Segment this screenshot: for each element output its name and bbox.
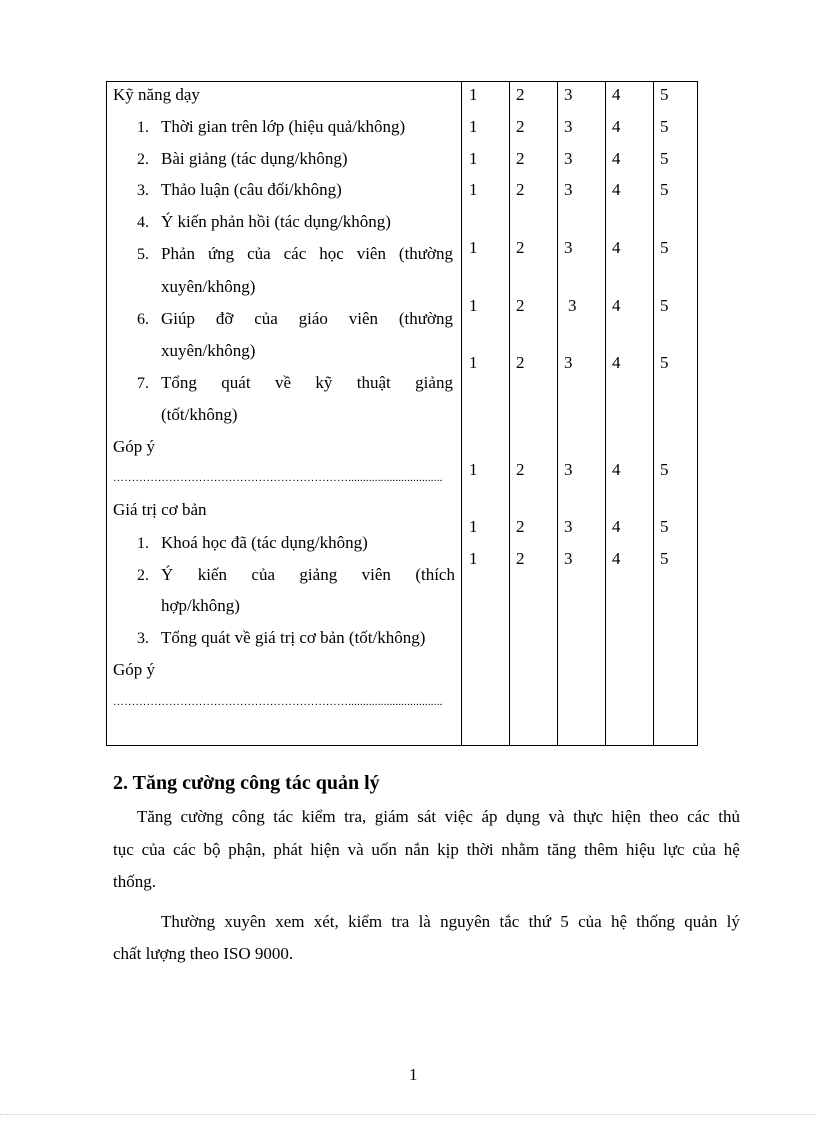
rating-3: 3 xyxy=(564,460,573,479)
item-text: Khoá học đã (tác dụng/không) xyxy=(161,533,368,552)
rating-1: 1 xyxy=(469,180,478,199)
page-number: 1 xyxy=(409,1065,418,1084)
item-text-line1: Tổng quát về kỹ thuật giảng xyxy=(161,373,453,392)
rating-5: 5 xyxy=(660,238,669,257)
item-text: Tổng quát về giá trị cơ bản (tốt/không) xyxy=(161,628,426,647)
rating-4: 4 xyxy=(612,85,621,104)
item-number: 4. xyxy=(137,214,149,231)
item-number: 3. xyxy=(137,630,149,647)
paragraph-1-line-1: Tăng cường công tác kiểm tra, giám sát việc áp dụng và thực hiện theo các thủ xyxy=(137,807,740,826)
rating-2: 2 xyxy=(516,149,525,168)
item-number: 2. xyxy=(137,151,149,168)
section-heading: 2. Tăng cường công tác quản lý xyxy=(113,772,380,794)
rating-5: 5 xyxy=(660,180,669,199)
item-text-line2: xuyên/không) xyxy=(161,341,256,360)
rating-1: 1 xyxy=(469,117,478,136)
rating-5: 5 xyxy=(660,353,669,372)
rating-2: 2 xyxy=(516,353,525,372)
rating-1: 1 xyxy=(469,549,478,568)
rating-1: 1 xyxy=(469,149,478,168)
item-number: 3. xyxy=(137,182,149,199)
rating-3: 3 xyxy=(564,149,573,168)
item-text: Bài giảng (tác dụng/không) xyxy=(161,149,348,168)
rating-1: 1 xyxy=(469,517,478,536)
rating-3: 3 xyxy=(564,85,573,104)
rating-3: 3 xyxy=(564,517,573,536)
rating-1: 1 xyxy=(469,85,478,104)
item-text-line1: Giúp đỡ của giáo viên (thường xyxy=(161,309,453,328)
rating-3: 3 xyxy=(568,296,577,315)
item-number: 1. xyxy=(137,535,149,552)
comment-dotted-line: ………………………………………………………................................ xyxy=(113,697,443,708)
item-text-line1: Ý kiến của giảng viên (thích xyxy=(161,565,455,584)
comment-label: Góp ý xyxy=(113,437,156,456)
item-number: 1. xyxy=(137,119,149,136)
paragraph-1-line-2: tục của các bộ phận, phát hiện và uốn nắn kịp thời nhằm tăng thêm hiệu lực của hệ xyxy=(113,840,740,859)
rating-4: 4 xyxy=(612,517,621,536)
item-text: Thảo luận (câu đối/không) xyxy=(161,180,342,199)
rating-5: 5 xyxy=(660,296,669,315)
rating-4: 4 xyxy=(612,238,621,257)
rating-2: 2 xyxy=(516,517,525,536)
rating-2: 2 xyxy=(516,549,525,568)
rating-4: 4 xyxy=(612,149,621,168)
comment-dotted-line: ………………………………………………………................................ xyxy=(113,473,443,484)
rating-4: 4 xyxy=(612,296,621,315)
rating-3: 3 xyxy=(564,353,573,372)
item-text-line2: xuyên/không) xyxy=(161,277,256,296)
rating-5: 5 xyxy=(660,549,669,568)
section-title-teaching-skills: Kỹ năng dạy xyxy=(113,85,200,104)
rating-4: 4 xyxy=(612,549,621,568)
rating-1: 1 xyxy=(469,238,478,257)
rating-5: 5 xyxy=(660,85,669,104)
rating-2: 2 xyxy=(516,296,525,315)
rating-2: 2 xyxy=(516,180,525,199)
rating-2: 2 xyxy=(516,238,525,257)
item-text: Thời gian trên lớp (hiệu quả/không) xyxy=(161,117,406,136)
comment-label: Góp ý xyxy=(113,660,156,679)
rating-5: 5 xyxy=(660,149,669,168)
item-text-line1: Phản ứng của các học viên (thường xyxy=(161,244,453,263)
item-text: Ý kiến phản hồi (tác dụng/không) xyxy=(161,212,391,231)
item-text-line2: hợp/không) xyxy=(161,596,240,615)
paragraph-2-line-1: Thường xuyên xem xét, kiểm tra là nguyên tắc thứ 5 của hệ thống quản lý xyxy=(161,912,740,931)
rating-2: 2 xyxy=(516,460,525,479)
rating-1: 1 xyxy=(469,353,478,372)
paragraph-2-line-2: chất lượng theo ISO 9000. xyxy=(113,944,294,963)
rating-5: 5 xyxy=(660,517,669,536)
rating-4: 4 xyxy=(612,353,621,372)
rating-1: 1 xyxy=(469,460,478,479)
rating-3: 3 xyxy=(564,180,573,199)
rating-3: 3 xyxy=(564,238,573,257)
rating-4: 4 xyxy=(612,460,621,479)
item-text-line2: (tốt/không) xyxy=(161,405,238,424)
rating-3: 3 xyxy=(564,549,573,568)
paragraph-1-line-3: thống. xyxy=(113,872,156,891)
item-number: 6. xyxy=(137,311,149,328)
rating-5: 5 xyxy=(660,117,669,136)
item-number: 2. xyxy=(137,567,149,584)
rating-3: 3 xyxy=(564,117,573,136)
rating-4: 4 xyxy=(612,180,621,199)
rating-2: 2 xyxy=(516,117,525,136)
rating-5: 5 xyxy=(660,460,669,479)
rating-2: 2 xyxy=(516,85,525,104)
item-number: 5. xyxy=(137,246,149,263)
item-number: 7. xyxy=(137,375,149,392)
rating-1: 1 xyxy=(469,296,478,315)
footer-dotted-rule xyxy=(0,1114,816,1115)
section-title-basic-value: Giá trị cơ bản xyxy=(113,500,207,519)
rating-4: 4 xyxy=(612,117,621,136)
